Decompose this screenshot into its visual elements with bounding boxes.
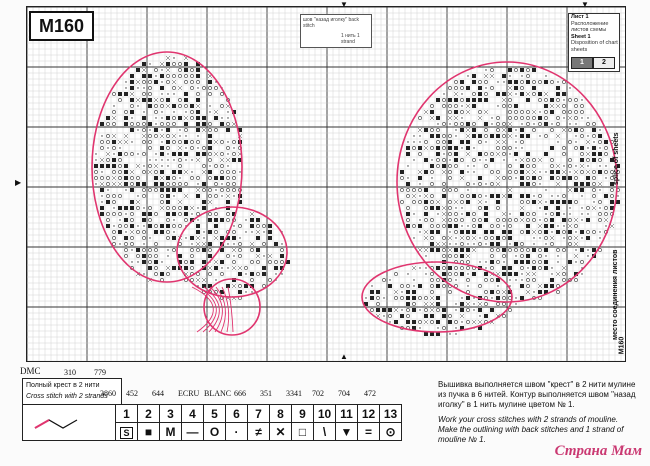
dmc-number: 666 bbox=[234, 389, 246, 398]
watermark-logo: Страна Мам bbox=[554, 443, 642, 459]
dmc-number: 452 bbox=[126, 389, 138, 398]
splice-text-en: splice of sheets bbox=[613, 132, 620, 185]
dmc-779: 779 bbox=[94, 368, 106, 377]
stitch-grid bbox=[26, 6, 626, 362]
symbol-number: 5 bbox=[204, 405, 226, 423]
dmc-number: ECRU bbox=[178, 389, 200, 398]
symbol-cell: ■ bbox=[138, 423, 160, 441]
symbol-number: 12 bbox=[358, 405, 380, 423]
symbol-cell: □ bbox=[292, 423, 314, 441]
legend-number-row bbox=[23, 405, 402, 423]
instructions-en: Work your cross stitches with 2 strands of mouline. Make the outlining with back stitches and 1 strand of mouline № 1. bbox=[438, 415, 624, 444]
symbol-number: 2 bbox=[138, 405, 160, 423]
splice-label bbox=[610, 90, 624, 340]
symbol-cell: S bbox=[116, 423, 138, 441]
sheet-sub-en: Disposition of chart sheets bbox=[571, 40, 618, 53]
symbol-number: 11 bbox=[336, 405, 358, 423]
dmc-number: 351 bbox=[260, 389, 272, 398]
legend-table bbox=[22, 404, 402, 441]
dmc-number: 704 bbox=[338, 389, 350, 398]
instructions-ru: Вышивка выполняется швом "крест" в 2 нити мулине из пучка в 6 нитей. Контур выполняется швом "назад иголку" в 1 нить мулине цветом № 1. bbox=[438, 380, 636, 409]
sheet-title-en: Sheet 1 bbox=[571, 33, 591, 40]
splice-text-ru: место соединения листов bbox=[612, 249, 619, 340]
dmc-number: 644 bbox=[152, 389, 164, 398]
backstitch-key-box bbox=[300, 14, 372, 48]
sheet-sub-ru: Расположение листов схемы bbox=[571, 20, 609, 33]
dmc-number: 702 bbox=[312, 389, 324, 398]
dmc-numbers-row bbox=[100, 389, 390, 398]
dmc-310: 310 bbox=[64, 368, 76, 377]
sheet-1-cell: 1 bbox=[571, 57, 593, 69]
backstitch-strands: 1 нить 1 strand bbox=[341, 33, 360, 45]
sheet-layout bbox=[571, 57, 615, 69]
pattern-code: M160 bbox=[29, 11, 94, 41]
top-right-marker-icon: ▼ bbox=[581, 0, 589, 9]
backstitch-sample-icon bbox=[29, 406, 109, 436]
dmc-number: BLANC bbox=[204, 389, 232, 398]
legend-title-ru: Полный крест в 2 нити bbox=[26, 382, 100, 389]
legend-title-en: Cross stitch with 2 strands bbox=[26, 393, 108, 400]
backstitch-sample bbox=[23, 405, 116, 441]
symbol-cell: \ bbox=[314, 423, 336, 441]
side-code: M160 bbox=[618, 336, 626, 355]
symbol-number: 7 bbox=[248, 405, 270, 423]
dmc-number: 472 bbox=[364, 389, 376, 398]
dmc-number: 3860 bbox=[100, 389, 116, 398]
symbol-cell: O bbox=[204, 423, 226, 441]
symbol-number: 1 bbox=[116, 405, 138, 423]
symbol-number: 6 bbox=[226, 405, 248, 423]
symbol-cell: ⊙ bbox=[380, 423, 402, 441]
symbol-cell: · bbox=[226, 423, 248, 441]
symbol-number: 13 bbox=[380, 405, 402, 423]
dmc-number: 3341 bbox=[286, 389, 302, 398]
symbol-number: 9 bbox=[292, 405, 314, 423]
grid-svg bbox=[27, 7, 625, 361]
symbol-number: 8 bbox=[270, 405, 292, 423]
symbol-cell: ▼ bbox=[336, 423, 358, 441]
symbol-cell: = bbox=[358, 423, 380, 441]
sheet-title-ru: Лист 1 bbox=[571, 14, 589, 20]
symbol-number: 3 bbox=[160, 405, 182, 423]
symbol-cell: M bbox=[160, 423, 182, 441]
sheet-2-cell: 2 bbox=[593, 57, 615, 69]
symbol-number: 4 bbox=[182, 405, 204, 423]
symbol-cell: ≠ bbox=[248, 423, 270, 441]
dmc-label: DMC bbox=[20, 366, 41, 376]
sheet-info-box bbox=[568, 13, 620, 72]
left-marker-icon: ▶ bbox=[15, 178, 22, 187]
top-marker-icon: ▼ bbox=[340, 0, 348, 9]
symbol-number: 10 bbox=[314, 405, 336, 423]
symbol-cell: — bbox=[182, 423, 204, 441]
symbol-cell: ✕ bbox=[270, 423, 292, 441]
backstitch-caption: шов "назад иголку" back stitch bbox=[303, 17, 360, 29]
bottom-marker-icon: ▲ bbox=[340, 352, 348, 361]
